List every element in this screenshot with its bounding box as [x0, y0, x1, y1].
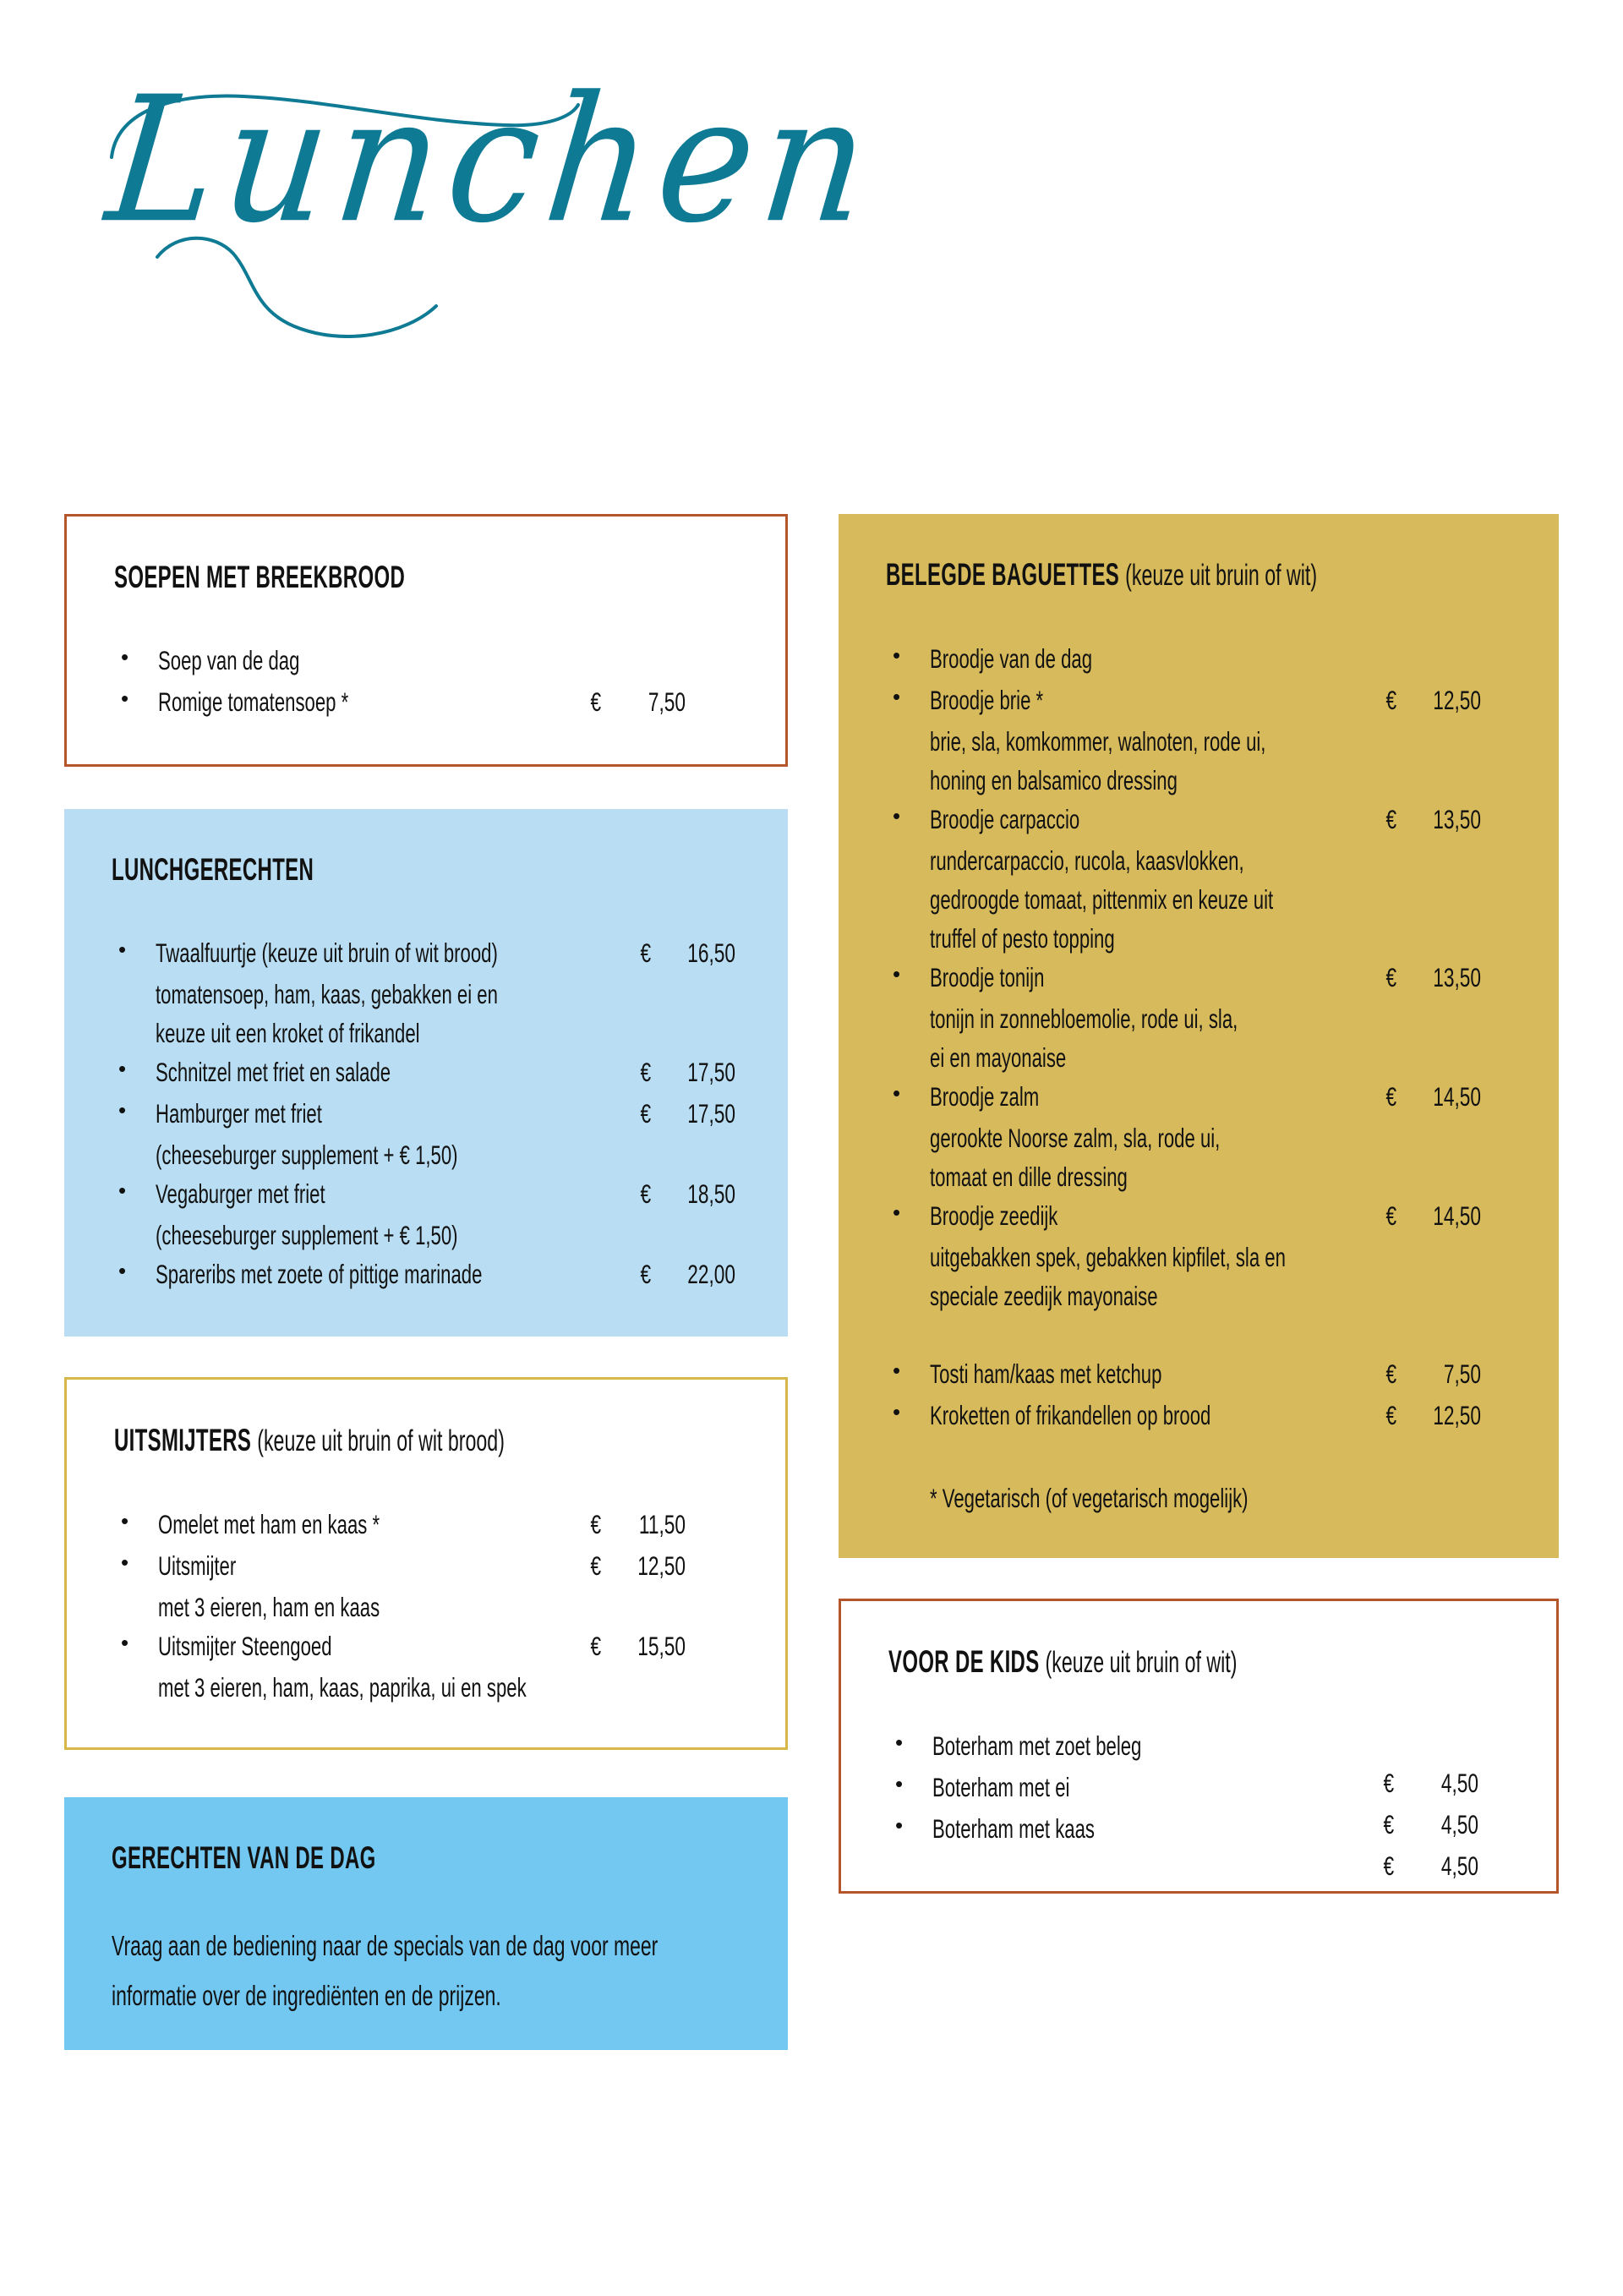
menu-item[interactable] [888, 1723, 1509, 1762]
item-price [640, 1091, 735, 1136]
price-amount: 15,50 [637, 1631, 686, 1661]
item-name: Uitsmijter [158, 1550, 237, 1581]
item-name: Soep van de dag [158, 645, 300, 675]
kids-items-grid [888, 1723, 1509, 1881]
list-belegde-baguettes [886, 636, 1511, 1431]
menu-item[interactable] [886, 796, 1511, 954]
price-amount: 11,50 [638, 1509, 686, 1539]
item-description: met 3 eieren, ham, kaas, paprika, ui en spek [158, 1672, 527, 1703]
bullet-icon: • [893, 683, 901, 709]
currency-symbol: € [640, 1259, 652, 1289]
item-name: Spareribs met zoete of pittige marinade [156, 1259, 483, 1289]
section-title-text: VOOR DE KIDS [888, 1645, 1040, 1680]
item-description: gedroogde tomaat, pittenmix en keuze uit [930, 884, 1274, 915]
bullet-icon: • [121, 686, 129, 711]
item-price [1385, 677, 1481, 723]
item-price [1383, 1843, 1478, 1889]
bullet-icon: • [893, 642, 901, 668]
price-amount: 17,50 [687, 1098, 735, 1129]
item-description: brie, sla, komkommer, walnoten, rode ui, [930, 726, 1266, 757]
card-lunchgerechten [64, 809, 788, 1337]
price-amount: 12,50 [1433, 1400, 1481, 1430]
bullet-icon: • [121, 1549, 129, 1575]
item-price [640, 1251, 735, 1297]
right-column [839, 514, 1559, 1894]
section-title-voor-de-kids [888, 1645, 1385, 1680]
price-amount: 18,50 [687, 1178, 735, 1209]
spacer [64, 767, 788, 809]
section-title-subtext: (keuze uit bruin of wit) [1045, 1646, 1238, 1680]
item-price [590, 1543, 686, 1588]
bullet-icon: • [893, 802, 901, 828]
currency-symbol: € [640, 938, 652, 968]
bullet-icon: • [118, 1258, 127, 1283]
item-description: uitgebakken spek, gebakken kipfilet, sla en [930, 1242, 1286, 1272]
spacer [839, 1558, 1559, 1599]
page-title: Lunchen [99, 59, 886, 261]
bullet-icon: • [121, 644, 129, 670]
bullet-icon: • [121, 1507, 129, 1533]
section-title-lunchgerechten [112, 853, 615, 887]
bullet-icon: • [895, 1729, 904, 1755]
item-price [1385, 1351, 1481, 1397]
section-title-belegde-baguettes [886, 558, 1386, 593]
item-description: met 3 eieren, ham en kaas [158, 1592, 380, 1622]
price-amount: 12,50 [1433, 685, 1481, 715]
list-uitsmijters [114, 1501, 738, 1703]
item-price [1385, 1392, 1481, 1438]
item-description: rundercarpaccio, rucola, kaasvlokken, [930, 845, 1244, 876]
item-description: ei en mayonaise [930, 1042, 1067, 1073]
price-amount: 13,50 [1433, 804, 1481, 834]
currency-symbol: € [1385, 685, 1397, 715]
price-amount: 12,50 [637, 1550, 686, 1581]
menu-item[interactable] [112, 1171, 740, 1251]
item-name: Broodje zalm [930, 1081, 1040, 1112]
body-line: informatie over de ingrediënten en de prijzen. [112, 1980, 501, 2012]
item-price [1385, 1193, 1481, 1238]
currency-symbol: € [1383, 1768, 1395, 1798]
bullet-icon: • [118, 1056, 127, 1081]
currency-symbol: € [1383, 1850, 1395, 1881]
bullet-icon: • [893, 1199, 901, 1225]
menu-item[interactable] [114, 637, 738, 676]
price-amount: 16,50 [687, 938, 735, 968]
currency-symbol: € [1383, 1809, 1395, 1840]
currency-symbol: € [1385, 1358, 1397, 1389]
section-title-text: BELEGDE BAGUETTES [886, 558, 1120, 593]
item-price [640, 1171, 735, 1216]
card-gerechten-van-de-dag [64, 1797, 788, 2050]
currency-symbol: € [590, 1509, 602, 1539]
menu-item[interactable] [112, 1049, 740, 1088]
price-amount: 4,50 [1440, 1768, 1478, 1798]
section-title-text: SOEPEN MET BREEKBROOD [114, 560, 406, 595]
menu-item[interactable] [112, 930, 740, 1049]
bullet-icon: • [118, 937, 127, 962]
section-title-uitsmijters [114, 1424, 613, 1458]
item-name: Broodje brie * [930, 685, 1044, 715]
menu-item[interactable] [886, 954, 1511, 1074]
item-price [590, 679, 686, 724]
item-name: Broodje carpaccio [930, 804, 1080, 834]
item-description: truffel of pesto topping [930, 923, 1115, 954]
item-price [1383, 1760, 1478, 1806]
currency-symbol: € [640, 1057, 652, 1087]
body-line: Vraag aan de bediening naar de specials van de dag voor meer [112, 1930, 658, 1962]
currency-symbol: € [1385, 804, 1397, 834]
price-amount: 13,50 [1433, 962, 1481, 992]
menu-item[interactable] [886, 636, 1511, 675]
menu-item[interactable] [886, 1392, 1511, 1431]
bullet-icon: • [895, 1770, 904, 1796]
currency-symbol: € [1385, 1200, 1397, 1231]
item-name: Schnitzel met friet en salade [156, 1057, 391, 1087]
section-title-gerechten-van-de-dag [112, 1841, 615, 1875]
daily-dishes-body [112, 1922, 658, 2021]
price-amount: 14,50 [1433, 1081, 1481, 1112]
item-price [590, 1623, 686, 1669]
price-amount: 4,50 [1440, 1850, 1478, 1881]
item-description: tonijn in zonnebloemolie, rode ui, sla, [930, 1003, 1238, 1034]
item-name: Kroketten of frikandellen op brood [930, 1400, 1211, 1430]
menu-item[interactable] [114, 1501, 738, 1540]
price-amount: 17,50 [687, 1057, 735, 1087]
list-lunchgerechten [112, 930, 740, 1290]
menu-item[interactable] [886, 1193, 1511, 1312]
price-amount: 7,50 [1443, 1358, 1481, 1389]
bullet-icon: • [118, 1178, 127, 1203]
section-title-soepen [114, 560, 613, 594]
item-name: Tosti ham/kaas met ketchup [930, 1358, 1162, 1389]
bullet-icon: • [895, 1812, 904, 1838]
card-soepen-met-breekbrood [64, 514, 788, 767]
section-title-text: GERECHTEN VAN DE DAG [112, 1841, 376, 1876]
menu-item[interactable] [886, 1074, 1511, 1193]
currency-symbol: € [1385, 1081, 1397, 1112]
price-amount: 7,50 [648, 686, 686, 717]
section-title-subtext: (keuze uit bruin of wit brood) [257, 1424, 505, 1458]
price-amount: 22,00 [687, 1259, 735, 1289]
card-belegde-baguettes [839, 514, 1559, 1558]
price-amount: 14,50 [1433, 1200, 1481, 1231]
item-name: Boterham met kaas [932, 1813, 1095, 1844]
menu-item[interactable] [114, 1543, 738, 1623]
spacer [64, 1750, 788, 1797]
spacer [64, 1337, 788, 1377]
list-soepen [114, 637, 738, 718]
item-price [1385, 954, 1481, 1000]
menu-item[interactable] [886, 1351, 1511, 1390]
menu-header [0, 34, 1623, 304]
item-price [1385, 796, 1481, 842]
item-name: Omelet met ham en kaas * [158, 1509, 380, 1539]
menu-item[interactable] [886, 677, 1511, 796]
currency-symbol: € [590, 1631, 602, 1661]
currency-symbol: € [640, 1098, 652, 1129]
bullet-icon: • [118, 1097, 127, 1123]
item-description: tomaat en dille dressing [930, 1162, 1128, 1192]
item-name: Uitsmijter Steengoed [158, 1631, 332, 1661]
bullet-icon: • [893, 1398, 901, 1424]
item-name: Broodje tonijn [930, 962, 1045, 992]
price-amount: 4,50 [1440, 1809, 1478, 1840]
left-column [64, 514, 788, 2050]
kids-price-column [1365, 1760, 1478, 1884]
item-name: Broodje zeedijk [930, 1200, 1058, 1231]
item-description: gerookte Noorse zalm, sla, rode ui, [930, 1123, 1221, 1153]
card-voor-de-kids [839, 1599, 1559, 1894]
item-description: keuze uit een kroket of frikandel [156, 1018, 420, 1048]
bullet-icon: • [121, 1629, 129, 1655]
item-name: Vegaburger met friet [156, 1178, 325, 1209]
item-price [640, 930, 735, 976]
currency-symbol: € [1385, 962, 1397, 992]
item-name: Boterham met zoet beleg [932, 1730, 1142, 1761]
currency-symbol: € [640, 1178, 652, 1209]
item-price [1385, 1074, 1481, 1119]
item-description: speciale zeedijk mayonaise [930, 1281, 1158, 1311]
menu-item[interactable] [114, 1623, 738, 1703]
card-uitsmijters [64, 1377, 788, 1750]
item-name: Boterham met ei [932, 1772, 1070, 1802]
item-description: honing en balsamico dressing [930, 765, 1178, 795]
section-title-text: UITSMIJTERS [114, 1424, 252, 1458]
menu-item[interactable] [114, 679, 738, 718]
vegetarian-footnote: * Vegetarisch (of vegetarisch mogelijk) [930, 1483, 1249, 1513]
item-price [1383, 1801, 1478, 1847]
bullet-icon: • [893, 960, 901, 987]
item-name: Broodje van de dag [930, 643, 1093, 674]
item-name: Hamburger met friet [156, 1098, 322, 1129]
bullet-icon: • [893, 1357, 901, 1383]
item-name: Twaalfuurtje (keuze uit bruin of wit brood) [156, 938, 498, 968]
item-description: (cheeseburger supplement + € 1,50) [156, 1140, 458, 1170]
item-name: Romige tomatensoep * [158, 686, 349, 717]
currency-symbol: € [590, 1550, 602, 1581]
section-title-text: LUNCHGERECHTEN [112, 853, 314, 888]
item-price [640, 1049, 735, 1095]
menu-item[interactable] [112, 1091, 740, 1171]
bullet-icon: • [893, 1080, 901, 1106]
currency-symbol: € [590, 686, 602, 717]
section-title-subtext: (keuze uit bruin of wit) [1125, 559, 1318, 593]
item-description: (cheeseburger supplement + € 1,50) [156, 1220, 458, 1250]
menu-item[interactable] [112, 1251, 740, 1290]
item-description: tomatensoep, ham, kaas, gebakken ei en [156, 979, 498, 1009]
currency-symbol: € [1385, 1400, 1397, 1430]
item-price [590, 1501, 686, 1547]
